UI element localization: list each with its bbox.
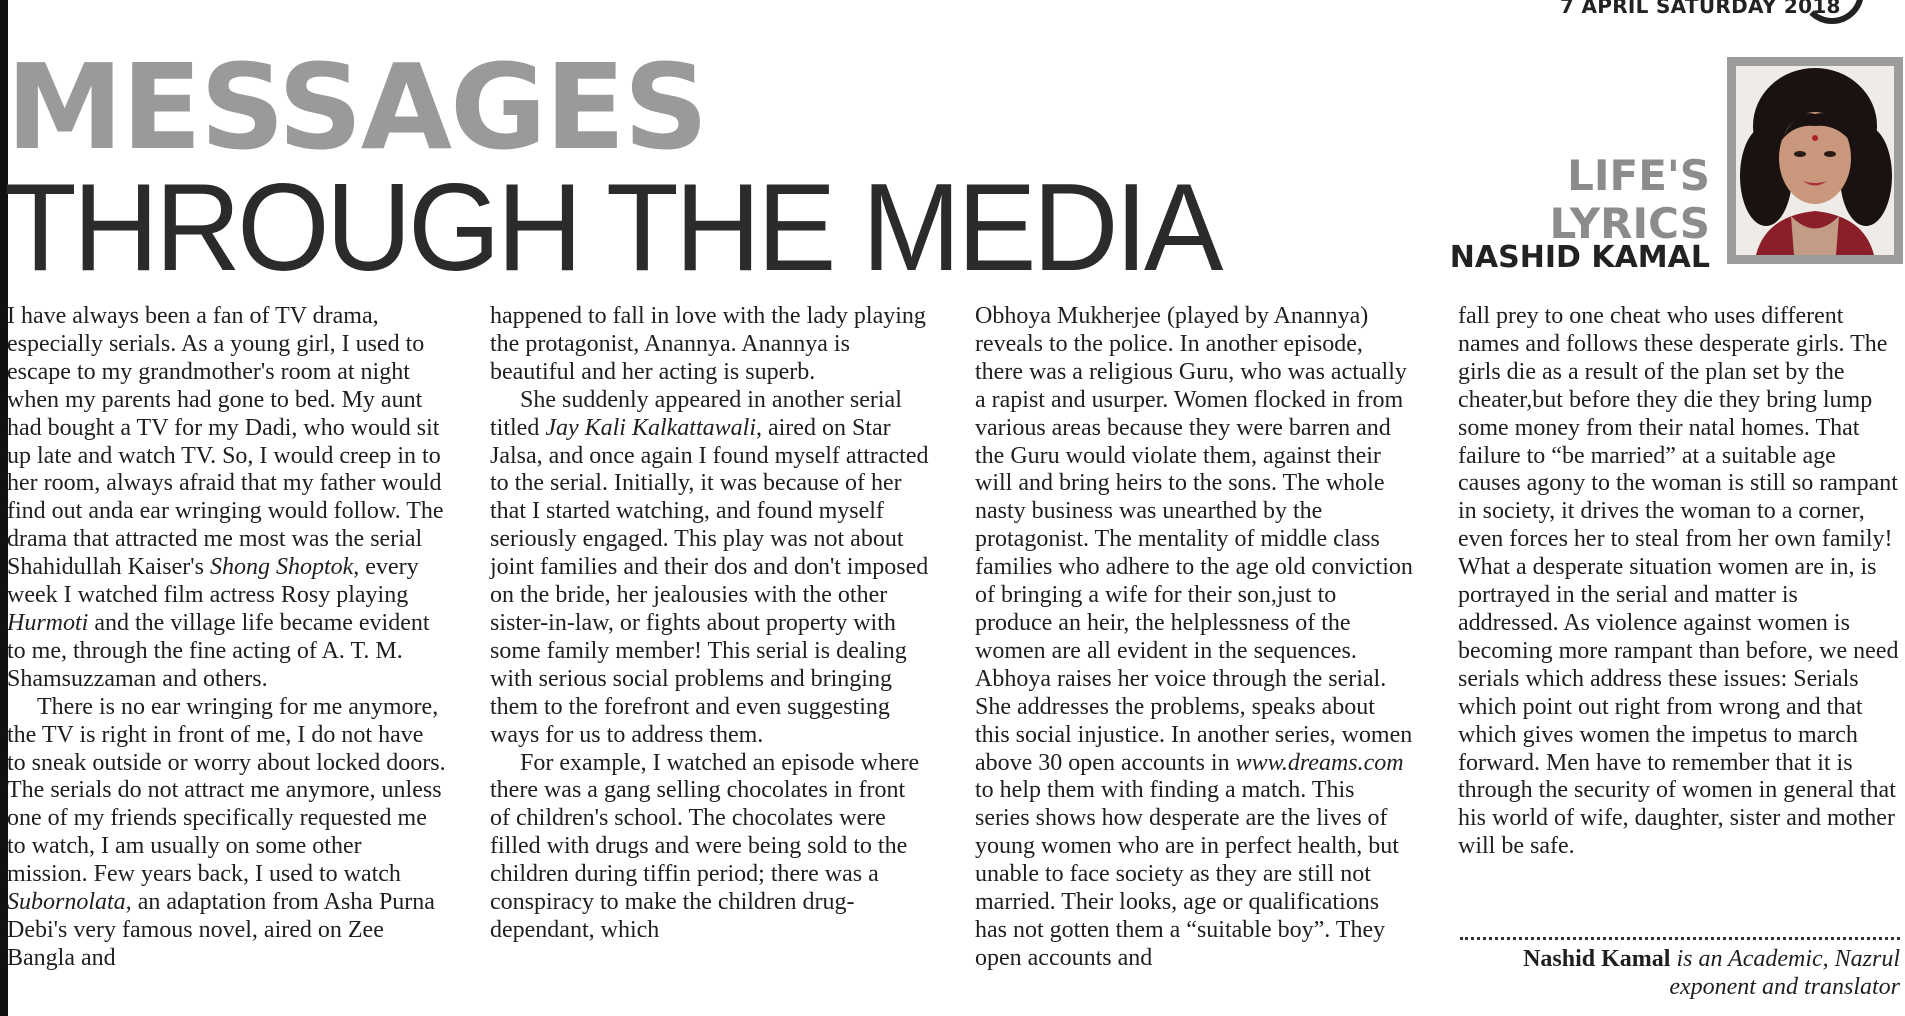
paragraph: I have always been a fan of TV drama, especially serials. As a young girl, I used to escape to my grandmother's room at night when my parents had gone to bed. My aunt had bought a TV for my Dadi, who would sit up late and watch TV. So, I would creep in to her room, always afraid that my father would find out anda ear wringing would follow. The drama that attracted me most was the serial Shahidullah Kaiser's Shong Shoptok, every week I watched film actress Rosy playing Hurmoti and the village life became evident to me, through the fine acting of A. T. M. Shamsuzzaman and others.	[7, 303, 444, 692]
paragraph: happened to fall in love with the lady playing the protagonist, Anannya. Anannya is beautiful and her acting is superb.	[490, 303, 926, 385]
author-byline: NASHID KAMAL	[1449, 240, 1710, 275]
article-column-3	[975, 303, 1415, 973]
italic-title: Hurmoti	[7, 609, 89, 636]
italic-title: Jay Kali Kalkattawali	[545, 414, 756, 441]
italic-title: Shong Shoptok	[209, 554, 354, 581]
column-label-line-2: LYRICS	[1549, 199, 1710, 248]
paragraph: For example, I watched an episode where there was a gang selling chocolates in front of children's school. The chocolates were filled with drugs and were being sold to the children during tiffin period; there was a conspiracy to make the children drug-dependant, which	[490, 749, 920, 943]
italic-url: www.dreams.com	[1235, 749, 1404, 776]
credit-author-bio: is an Academic, Nazrul exponent and translator	[1669, 946, 1900, 1000]
paragraph: She suddenly appeared in another serial titled Jay Kali Kalkattawali, aired on Star Jalsa, and once again I found myself attracted to the serial. Initially, it was because of her that I started watching, and found myself seriously engaged. This play was not about joint families and their dos and don't imposed on the bride, her jealousies with the other sister-in-law, or fights about property with some family member! This serial is dealing with serious social problems and bringing them to the forefront and even suggesting ways for us to address them.	[490, 386, 929, 748]
paragraph: Obhoya Mukherjee (played by Anannya) reveals to the police. In another episode, there was a religious Guru, who was actually a rapist and usurper. Women flocked in from various areas because they were barren and the Guru would violate them, against their will and bring heirs to the sons. The whole nasty business was unearthed by the protagonist. The mentality of middle class families who adhere to the age old conviction of bringing a wife for their son,just to produce an heir, the helplessness of the women are all evident in the sequences. Abhoya raises her voice through the serial. She addresses the problems, speaks about this social injustice. In another series, women above 30 open accounts in www.dreams.com to help them with finding a match. This series shows how desperate are the lives of young women who are in perfect health, but unable to face society as they are still not married. Their looks, age or qualifications has not gotten them a “suitable boy”. They open accounts and	[975, 303, 1413, 971]
headline-line-1: MESSAGES	[6, 38, 707, 176]
paragraph: fall prey to one cheat who uses different names and follows these desperate girls. The girls die as a result of the plan set by the cheater,but before they die they bring lump some money from their natal homes. That failure to “be married” at a suitable age causes agony to the woman is still so rampant in society, it drives the woman to a corner, even forces her to steal from her own family! What a desperate situation women are in, is portrayed in the serial and matter is addressed. As violence against women is becoming more rampant than before, we need serials which address these issues: Serials which point out right from wrong and that which gives women the impetus to march forward. Men have to remember that it is through the security of women in general that his world of wife, daughter, sister and mother will be safe.	[1458, 303, 1899, 860]
article-column-2	[490, 303, 930, 945]
article-column-1	[7, 303, 447, 973]
author-credit	[1460, 945, 1900, 1001]
paragraph: There is no ear wringing for me anymore, the TV is right in front of me, I do not have to sneak outside or worry about locked doors. The serials do not attract me anymore, unless one of my friends specifically requested me to watch, I am usually on some other mission. Few years back, I used to watch Subornolata, an adaptation from Asha Purna Debi's very famous novel, aired on Zee Bangla and	[7, 693, 446, 971]
credit-author-name: Nashid Kamal	[1523, 946, 1671, 972]
column-label-line-1: LIFE'S	[1567, 151, 1710, 200]
author-photo	[1727, 57, 1903, 264]
page-dateline: 7 APRIL SATURDAY 2018	[1560, 0, 1841, 18]
italic-title: Subornolata,	[7, 889, 132, 916]
author-portrait-illustration	[1736, 66, 1894, 255]
column-label	[1400, 152, 1710, 248]
headline-line-2: THROUGH THE MEDIA	[4, 159, 1220, 297]
article-column-4	[1458, 303, 1903, 861]
footer-divider	[1460, 937, 1900, 940]
